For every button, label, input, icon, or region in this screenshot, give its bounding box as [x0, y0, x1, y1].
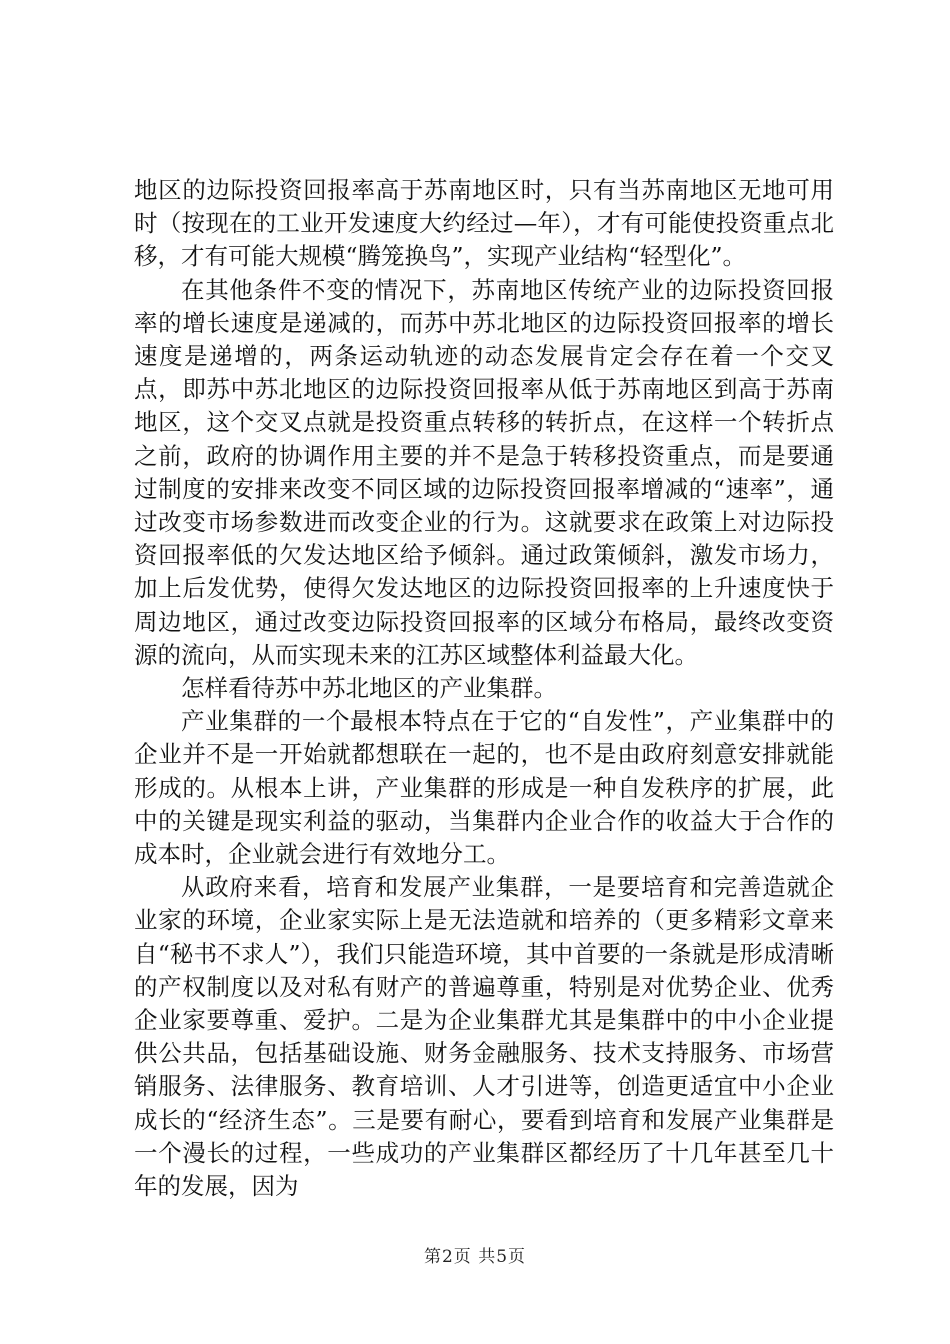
document-body [134, 174, 834, 1203]
page-number-footer: 第2页 共5页 [423, 1247, 527, 1267]
paragraph-4: 产业集群的一个最根本特点在于它的“自发性”，产业集群中的企业并不是一开始就都想联在一起的，也不是由政府刻意安排就能形成的。从根本上讲，产业集群的形成是一种自发秩序的扩展，此中的关键是现实利益的驱动，当集群内企业合作的收益大于合作的成本时，企业就会进行有效地分工。 [134, 707, 834, 869]
paragraph-5: 从政府来看，培育和发展产业集群，一是要培育和完善造就企业家的环境，企业家实际上是无法造就和培养的（更多精彩文章来自“秘书不求人”），我们只能造环境，其中首要的一条就是形成清晰的产权制度以及对私有财产的普遍尊重，特别是对优势企业、优秀企业家要尊重、爱护。二是为企业集群尤其是集群中的中小企业提供公共品，包括基础设施、财务金融服务、技术支持服务、市场营销服务、法律服务、教育培训、人才引进等，创造更适宜中小企业成长的“经济生态”。三是要有耐心，要看到培育和发展产业集群是一个漫长的过程，一些成功的产业集群区都经历了十几年甚至几十年的发展，因为 [134, 873, 834, 1201]
paragraph-1: 地区的边际投资回报率高于苏南地区时，只有当苏南地区无地可用时（按现在的工业开发速度大约经过—年），才有可能使投资重点北移，才有可能大规模“腾笼换鸟”，实现产业结构“轻型化”。 [134, 176, 834, 271]
paragraph-2: 在其他条件不变的情况下，苏南地区传统产业的边际投资回报率的增长速度是递减的，而苏中苏北地区的边际投资回报率的增长速度是递增的，两条运动轨迹的动态发展肯定会存在着一个交叉点，即苏中苏北地区的边际投资回报率从低于苏南地区到高于苏南地区，这个交叉点就是投资重点转移的转折点，在这样一个转折点之前，政府的协调作用主要的并不是急于转移投资重点，而是要通过制度的安排来改变不同区域的边际投资回报率增减的“速率”，通过改变市场参数进而改变企业的行为。这就要求在政策上对边际投资回报率低的欠发达地区给予倾斜。通过政策倾斜，激发市场力，加上后发优势，使得欠发达地区的边际投资回报率的上升速度快于周边地区，通过改变边际投资回报率的区域分布格局，最终改变资源的流向，从而实现未来的江苏区域整体利益最大化。 [134, 275, 834, 669]
paragraph-3-heading: 怎样看待苏中苏北地区的产业集群。 [181, 674, 557, 703]
